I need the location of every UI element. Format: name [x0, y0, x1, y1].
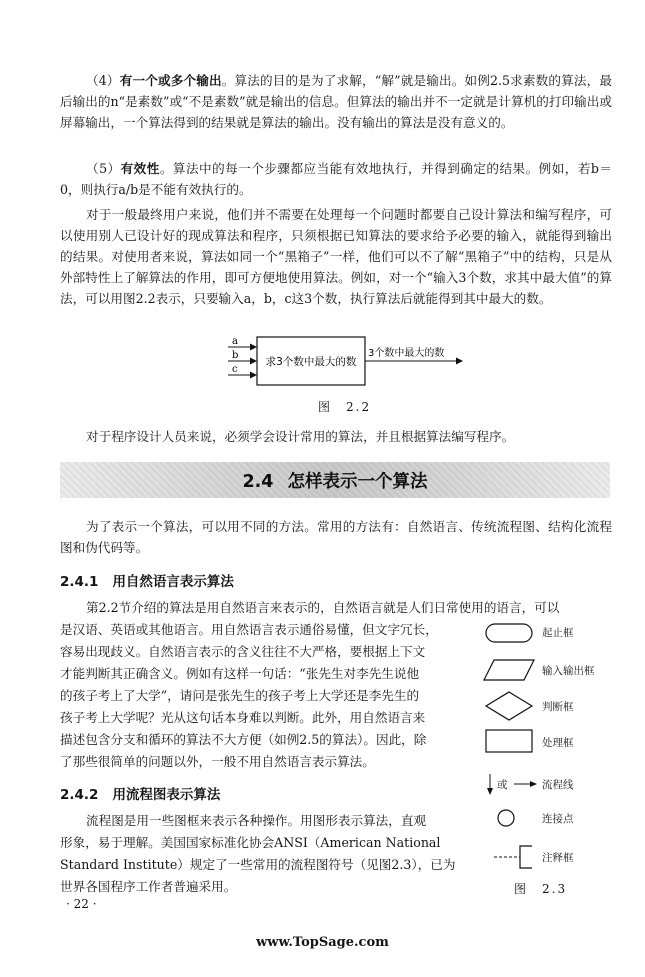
paragraph-text: 。算法中的每一个步骤都应当能有效地执行，并得到确定的结果。例如，若b＝0，则执行a/b是不能有效执行的。 [60, 161, 613, 197]
list-marker: （5） [86, 161, 121, 176]
text-line: 第2.2节介绍的算法是用自然语言来表示的，自然语言就是人们日常使用的语言，可以 [86, 600, 560, 615]
connector-symbol [498, 810, 514, 826]
label-connector: 连接点 [542, 813, 574, 825]
input-label-c: c [232, 364, 238, 375]
page-number: · 22 · [66, 897, 97, 911]
text-line: 才能判断其正确含义。例如有这样一句话：“张先生对李先生说他 [60, 666, 420, 681]
label-flowline: 流程线 [542, 779, 574, 791]
list-marker: （4） [86, 73, 120, 88]
section-number: 2.4 [242, 472, 274, 492]
process-symbol [486, 730, 532, 752]
label-annotation: 注释框 [542, 852, 574, 864]
text-line: 的孩子考上了大学”，请问是张先生的孩子考上大学还是李先生的 [60, 688, 420, 703]
black-box-label: 求3个数中最大的数 [265, 356, 357, 368]
paragraph-end-users: 对于一般最终用户来说，他们并不需要在处理每一个问题时都要自己设计算法和编写程序，可以使用别人已设计好的现成算法和程序，只须根据已知算法的要求给予必要的输入，就能得到输出的结果。对使用者来说，算法如同一个“黑箱子”一样，他们可以不了解“黑箱子”中的结构，只是从外部特性上了解算法的作用，即可方便地使用算法。例如，对一个“输入3个数，求其中最大值”的算法，可以用图2.2表示，只要输入a，b，c这3个数，执行算法后就能得到其中最大的数。 [60, 207, 612, 306]
annotation-symbol [520, 846, 532, 868]
text-line: 容易出现歧义。自然语言表示的含义往往不大严格，要根据上下文 [60, 644, 426, 659]
text-line: Standard Institute）规定了一些常用的流程图符号（见图2.3），已为 [60, 857, 456, 872]
subsection-heading-2-4-1 [60, 570, 234, 590]
terminal-symbol [486, 624, 532, 642]
label-terminal: 起止框 [542, 627, 574, 639]
subsection-title: 用自然语言表示算法 [112, 574, 234, 590]
input-label-b: b [232, 350, 239, 361]
term-effectiveness: 有效性 [120, 161, 160, 176]
output-label: 3个数中最大的数 [368, 348, 445, 359]
text-line: 世界各国程序工作者普遍采用。 [60, 879, 237, 894]
flowline-horizontal-arrowhead [530, 781, 537, 787]
paragraph-effectiveness [60, 158, 612, 200]
text-line: 流程图是用一些图框来表示各种操作。用图形表示算法，直观 [86, 813, 427, 828]
flowline-vertical-arrowhead [487, 788, 493, 795]
text-line: 了那些很简单的问题以外，一般不用自然语言表示算法。 [60, 754, 375, 769]
text-line: 是汉语、英语或其他语言。用自然语言表示通俗易懂，但文字冗长， [60, 622, 438, 637]
label-io: 输入输出框 [542, 665, 595, 677]
subsection-title: 用流程图表示算法 [112, 787, 221, 803]
label-process: 处理框 [542, 737, 574, 749]
subsection-number: 2.4.1 [60, 574, 99, 590]
section-title-text: 怎样表示一个算法 [287, 472, 428, 492]
input-label-a: a [232, 336, 238, 347]
paragraph-output [60, 70, 612, 133]
decision-symbol [486, 692, 532, 720]
figure-2-2-caption: 图 2.2 [318, 400, 372, 414]
label-decision: 判断框 [542, 701, 574, 713]
figure-2-3-caption: 图 2.3 [514, 882, 568, 896]
text-line: 形象，易于理解。美国国家标准化协会ANSI（American National [60, 835, 441, 850]
paragraph-text: 。算法的目的是为了求解，“解”就是输出。如例2.5求素数的算法，最后输出的n“是素数”或“不是素数”就是输出的信息。但算法的输出并不一定就是计算机的打印输出或屏幕输出，一个算法得到的结果就是算法的输出。没有输出的算法是没有意义的。 [60, 73, 613, 130]
paragraph-programmers: 对于程序设计人员来说，必须学会设计常用的算法，并且根据算法编写程序。 [86, 429, 515, 444]
figure-2-2 [200, 330, 490, 392]
text-line: 孩子考上大学呢？光从这句话本身难以判断。此外，用自然语言来 [60, 710, 426, 725]
figure-2-3-symbols [480, 620, 540, 880]
site-footer: www.TopSage.com [256, 935, 389, 950]
term-output: 有一个或多个输出 [119, 73, 222, 88]
text-line: 描述包含分支和循环的算法不大方便（如例2.5的算法）。因此，除 [60, 732, 427, 747]
label-flowline-or: 或 [497, 779, 508, 791]
io-symbol [484, 660, 534, 680]
paragraph-methods: 为了表示一个算法，可以用不同的方法。常用的方法有：自然语言、传统流程图、结构化流程图和伪代码等。 [60, 519, 612, 555]
subsection-number: 2.4.2 [60, 787, 99, 803]
subsection-heading-2-4-2 [60, 783, 220, 803]
section-title [60, 468, 610, 493]
section-banner [60, 462, 610, 498]
